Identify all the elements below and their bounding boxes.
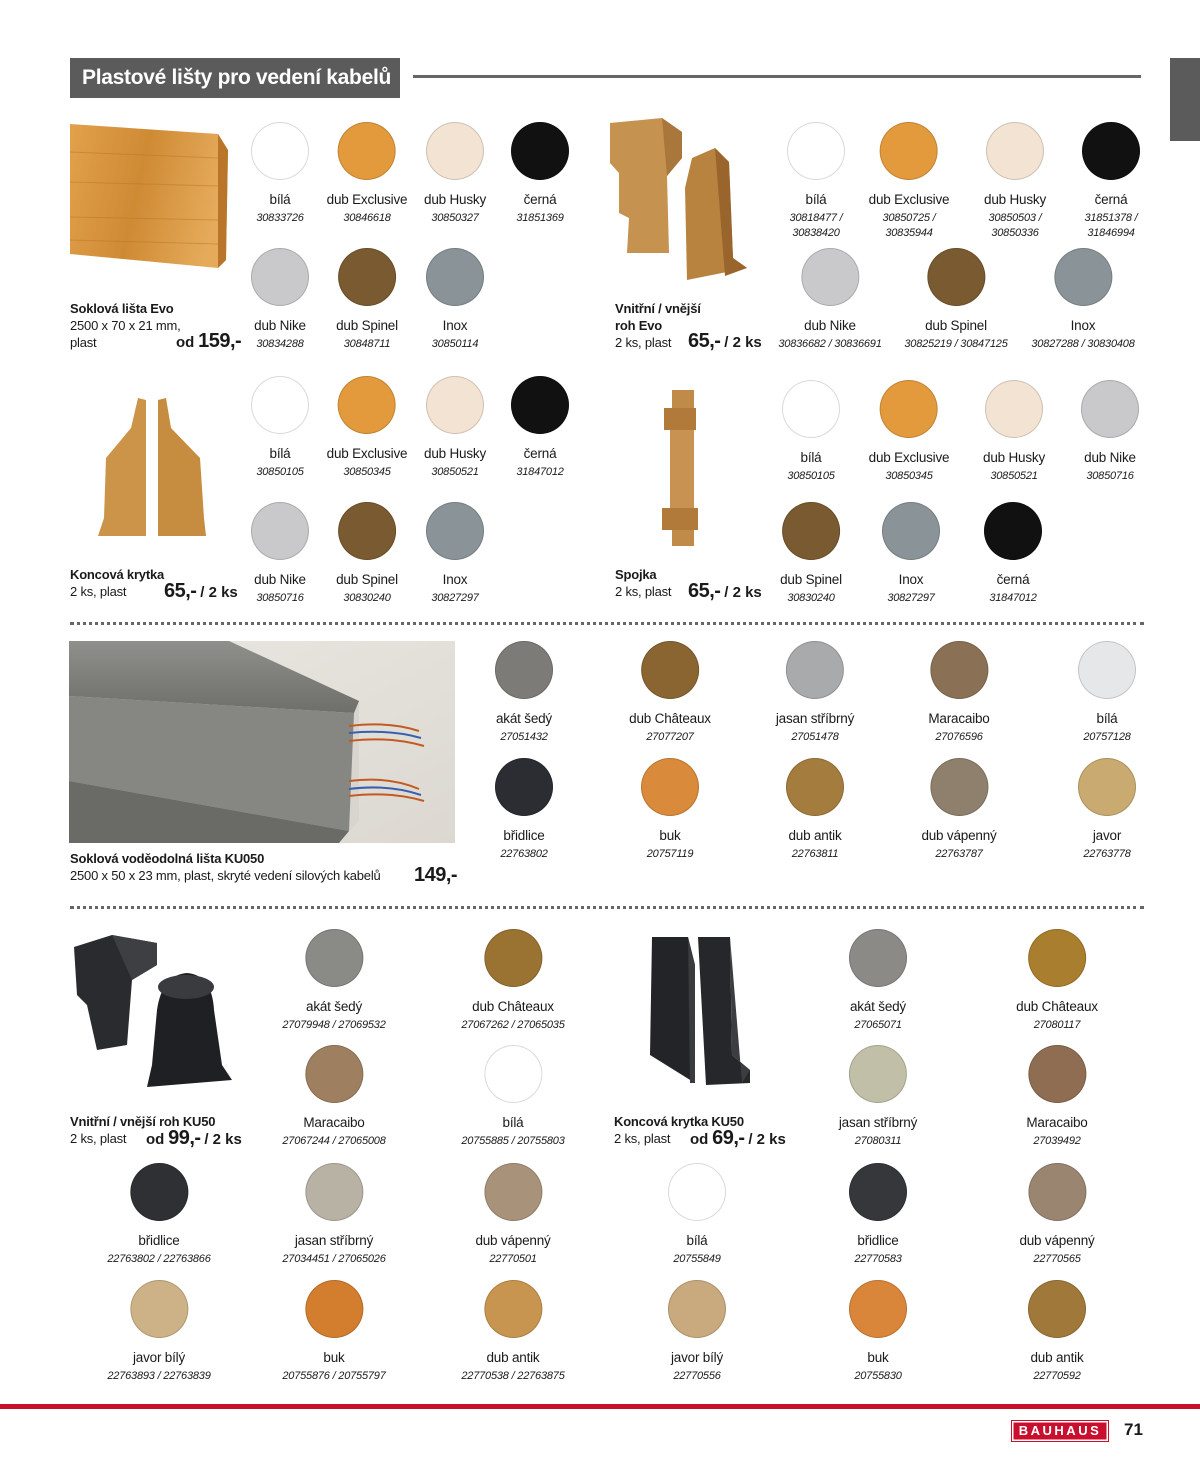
- swatch-name: akát šedý: [306, 999, 362, 1014]
- price-value: 159,-: [198, 330, 242, 352]
- color-swatch-roh-ku50: [461, 1280, 564, 1383]
- swatch-name: jasan stříbrný: [775, 711, 855, 726]
- price-suffix: / 2 ks: [200, 584, 238, 601]
- swatch-circle: [1028, 1163, 1086, 1221]
- product-title: Soklová voděodolná lišta KU050: [70, 851, 265, 866]
- swatch-code: 30850716: [256, 592, 304, 604]
- swatch-circle: [782, 380, 840, 438]
- color-swatch-spojka: [782, 380, 840, 483]
- color-swatch-roh-evo: [984, 122, 1046, 240]
- color-swatch-krytka-ku50: [849, 1163, 907, 1266]
- swatch-circle: [495, 758, 553, 816]
- color-swatch-evo: [251, 248, 309, 351]
- swatch-name: břidlice: [857, 1233, 899, 1248]
- swatch-code: 30850327: [431, 212, 479, 224]
- swatch-circle: [338, 122, 396, 180]
- swatch-circle: [1028, 1045, 1086, 1103]
- page-number: 71: [1124, 1420, 1143, 1439]
- swatch-circle: [668, 1280, 726, 1338]
- swatch-code: 30825219 / 30847125: [904, 338, 1008, 350]
- swatch-name: bílá: [805, 192, 827, 207]
- color-swatch-krytka: [336, 502, 398, 605]
- swatch-code: 22763811: [791, 848, 839, 860]
- swatch-code: 30830240: [343, 592, 391, 604]
- color-swatch-spojka: [983, 380, 1045, 483]
- swatch-code: 27079948 / 27069532: [282, 1019, 386, 1031]
- swatch-code: 20755830: [854, 1370, 902, 1382]
- swatch-code: 31851369: [516, 212, 564, 224]
- swatch-code: 30850114: [431, 338, 479, 350]
- swatch-circle: [511, 376, 569, 434]
- swatch-name: dub Spinel: [336, 572, 398, 587]
- swatch-circle: [927, 248, 985, 306]
- swatch-code: 27077207: [646, 731, 694, 743]
- color-swatch-roh-ku50: [282, 1280, 385, 1383]
- swatch-code: 22770501: [489, 1253, 537, 1265]
- footer-bar: [0, 1404, 1200, 1409]
- swatch-name: bílá: [269, 192, 291, 207]
- swatch-circle: [495, 641, 553, 699]
- swatch-circle: [880, 380, 938, 438]
- color-swatch-evo: [251, 122, 309, 225]
- swatch-circle: [251, 502, 309, 560]
- section-divider: [70, 906, 1144, 909]
- swatch-name: akát šedý: [850, 999, 906, 1014]
- swatch-code: 22770556: [673, 1370, 721, 1382]
- swatch-circle: [880, 122, 938, 180]
- swatch-circle: [985, 380, 1043, 438]
- product-title: Soklová lišta Evo: [70, 301, 174, 316]
- product-desc: 2500 x 50 x 23 mm, plast, skryté vedení silových kabelů: [70, 868, 381, 883]
- swatch-code: 27067262 / 27065035: [461, 1019, 565, 1031]
- swatch-code: 22770565: [1033, 1253, 1081, 1265]
- swatch-circle: [484, 1045, 542, 1103]
- swatch-code: 20755885 / 20755803: [461, 1135, 565, 1147]
- color-swatch-krytka-ku50: [1028, 1280, 1086, 1383]
- swatch-circle: [668, 1163, 726, 1221]
- swatch-name: jasan stříbrný: [838, 1115, 918, 1130]
- swatch-code: 22763787: [935, 848, 983, 860]
- swatch-name: javor: [1092, 828, 1122, 843]
- swatch-circle: [782, 502, 840, 560]
- swatch-name: černá: [523, 446, 557, 461]
- product-title: Spojka: [615, 567, 657, 582]
- swatch-name: dub antik: [486, 1350, 540, 1365]
- product-krytka-price: [164, 580, 238, 603]
- swatch-code: 27051432: [500, 731, 548, 743]
- swatch-code: 27051478: [791, 731, 839, 743]
- swatch-circle: [305, 1280, 363, 1338]
- swatch-code: 22763893 / 22763839: [107, 1370, 211, 1382]
- swatch-circle: [426, 376, 484, 434]
- color-swatch-evo: [511, 122, 569, 225]
- product-desc: 2 ks, plast: [70, 1131, 127, 1146]
- swatch-name: Inox: [442, 572, 468, 587]
- swatch-circle: [426, 122, 484, 180]
- swatch-name: Maracaibo: [928, 711, 990, 726]
- swatch-code: 30836682 / 30836691: [778, 338, 882, 350]
- swatch-name: dub Nike: [254, 318, 306, 333]
- swatch-name: dub Spinel: [336, 318, 398, 333]
- price-value: 99,-: [168, 1127, 201, 1149]
- swatch-name: dub Husky: [983, 450, 1045, 465]
- price-suffix: / 2 ks: [724, 584, 762, 601]
- color-swatch-roh-ku50: [107, 1280, 210, 1383]
- swatch-name: dub Exclusive: [868, 192, 950, 207]
- swatch-code: 31847012: [516, 466, 564, 478]
- product-image-spojka: [660, 388, 710, 548]
- product-image-roh-evo: [607, 118, 757, 280]
- swatch-circle: [641, 641, 699, 699]
- price-value: 65,-: [688, 580, 721, 602]
- swatch-circle: [305, 929, 363, 987]
- side-tab: [1170, 58, 1200, 141]
- color-swatch-krytka-ku50: [1016, 929, 1098, 1032]
- swatch-circle: [511, 122, 569, 180]
- swatch-code: 30846618: [343, 212, 391, 224]
- color-swatch-roh-evo: [787, 122, 845, 240]
- color-swatch-roh-ku50: [282, 1045, 385, 1148]
- price-prefix: od: [690, 1131, 709, 1148]
- swatch-code: 22770538 / 22763875: [461, 1370, 565, 1382]
- color-swatch-krytka: [511, 376, 569, 479]
- color-swatch-ku050: [1078, 758, 1136, 861]
- swatch-name: Inox: [442, 318, 468, 333]
- color-swatch-ku050: [1078, 641, 1136, 744]
- color-swatch-roh-ku50: [475, 1163, 550, 1266]
- price-value: 65,-: [688, 330, 721, 352]
- swatch-code: 30850521: [431, 466, 479, 478]
- swatch-name: bílá: [686, 1233, 708, 1248]
- swatch-circle: [484, 929, 542, 987]
- swatch-circle: [641, 758, 699, 816]
- swatch-code: 30830240: [787, 592, 835, 604]
- swatch-name: bílá: [800, 450, 822, 465]
- color-swatch-evo: [426, 248, 484, 351]
- swatch-circle: [305, 1045, 363, 1103]
- swatch-code: 30850345: [885, 470, 933, 482]
- price-prefix: od: [146, 1131, 165, 1148]
- swatch-name: bílá: [1096, 711, 1118, 726]
- swatch-circle: [801, 248, 859, 306]
- color-swatch-krytka: [424, 376, 486, 479]
- product-desc: 2 ks, plast: [615, 335, 672, 350]
- product-title: Vnitřní / vnější: [615, 301, 701, 316]
- product-desc: 2 ks, plast: [615, 584, 672, 599]
- color-swatch-roh-ku50: [461, 1045, 564, 1148]
- swatch-name: dub Spinel: [925, 318, 987, 333]
- swatch-circle: [930, 758, 988, 816]
- price-value: 149,-: [414, 864, 458, 886]
- product-title-2: roh Evo: [615, 318, 662, 333]
- swatch-code: 22763802: [500, 848, 548, 860]
- swatch-name: buk: [323, 1350, 345, 1365]
- swatch-name: dub Spinel: [780, 572, 842, 587]
- swatch-circle: [1028, 929, 1086, 987]
- swatch-circle: [930, 641, 988, 699]
- color-swatch-krytka-ku50: [668, 1280, 726, 1383]
- swatch-code: 30850503 /: [988, 212, 1042, 224]
- swatch-code: 20757119: [646, 848, 694, 860]
- swatch-code: 22763778: [1083, 848, 1131, 860]
- swatch-name: břidlice: [138, 1233, 180, 1248]
- swatch-circle: [1081, 380, 1139, 438]
- swatch-circle: [338, 502, 396, 560]
- product-ku050-info: [70, 850, 381, 884]
- product-krytka-info: [70, 566, 164, 600]
- color-swatch-ku050: [495, 641, 553, 744]
- swatch-circle: [849, 1045, 907, 1103]
- swatch-name: dub vápenný: [921, 828, 997, 843]
- color-swatch-ku050: [921, 758, 996, 861]
- swatch-code: 30834288: [256, 338, 304, 350]
- swatch-name: dub Châteaux: [472, 999, 554, 1014]
- color-swatch-evo: [424, 122, 486, 225]
- swatch-circle: [426, 502, 484, 560]
- swatch-circle: [986, 122, 1044, 180]
- price-suffix: / 2 ks: [204, 1131, 242, 1148]
- swatch-code: 27076596: [935, 731, 983, 743]
- swatch-code: 30827297: [887, 592, 935, 604]
- swatch-code-2: 30835944: [885, 227, 933, 239]
- color-swatch-roh-evo: [869, 122, 950, 240]
- price-prefix: od: [176, 334, 195, 351]
- product-image-roh-ku50: [72, 935, 234, 1087]
- color-swatch-krytka-ku50: [668, 1163, 726, 1266]
- swatch-circle: [1082, 122, 1140, 180]
- swatch-code: 31847012: [989, 592, 1037, 604]
- swatch-circle: [1078, 758, 1136, 816]
- swatch-circle: [338, 248, 396, 306]
- swatch-circle: [251, 122, 309, 180]
- swatch-name: Inox: [898, 572, 924, 587]
- swatch-name: bílá: [502, 1115, 524, 1130]
- swatch-name: dub Nike: [804, 318, 856, 333]
- swatch-name: dub Nike: [254, 572, 306, 587]
- color-swatch-krytka-ku50: [849, 929, 907, 1032]
- color-swatch-roh-ku50: [282, 929, 385, 1032]
- color-swatch-ku050: [629, 641, 711, 744]
- color-swatch-ku050: [495, 758, 553, 861]
- product-image-evo: [70, 122, 230, 272]
- swatch-name: dub vápenný: [475, 1233, 551, 1248]
- swatch-name: buk: [659, 828, 681, 843]
- product-image-krytka-ku50: [650, 935, 752, 1085]
- color-swatch-krytka-ku50: [1026, 1045, 1087, 1148]
- swatch-code: 22770583: [854, 1253, 902, 1265]
- swatch-circle: [849, 929, 907, 987]
- color-swatch-evo: [336, 248, 398, 351]
- swatch-name: dub Husky: [984, 192, 1046, 207]
- swatch-name: Maracaibo: [303, 1115, 365, 1130]
- swatch-name: buk: [867, 1350, 889, 1365]
- color-swatch-ku050: [776, 641, 854, 744]
- swatch-name: černá: [523, 192, 557, 207]
- swatch-code: 31851378 /: [1084, 212, 1138, 224]
- color-swatch-roh-ku50: [107, 1163, 210, 1266]
- bauhaus-logo: BAUHAUS: [1012, 1421, 1108, 1441]
- color-swatch-krytka-ku50: [839, 1045, 917, 1148]
- swatch-code: 27034451 / 27065026: [282, 1253, 386, 1265]
- color-swatch-evo: [327, 122, 408, 225]
- swatch-circle: [786, 641, 844, 699]
- color-swatch-roh-evo: [1031, 248, 1134, 351]
- color-swatch-spojka: [1081, 380, 1139, 483]
- swatch-name: bílá: [269, 446, 291, 461]
- swatch-name: Maracaibo: [1026, 1115, 1088, 1130]
- header-divider: [413, 75, 1141, 78]
- color-swatch-spojka: [984, 502, 1042, 605]
- swatch-code: 30850105: [256, 466, 304, 478]
- product-image-krytka: [96, 398, 208, 538]
- swatch-code: 30827288 / 30830408: [1031, 338, 1135, 350]
- price-suffix: / 2 ks: [724, 334, 762, 351]
- product-spojka-price: [688, 580, 762, 603]
- swatch-circle: [984, 502, 1042, 560]
- swatch-name: Inox: [1070, 318, 1096, 333]
- color-swatch-spojka: [869, 380, 950, 483]
- swatch-circle: [338, 376, 396, 434]
- product-title: Koncová krytka KU50: [614, 1114, 744, 1129]
- swatch-name: dub Nike: [1084, 450, 1136, 465]
- swatch-code: 30850345: [343, 466, 391, 478]
- swatch-name: dub Châteaux: [1016, 999, 1098, 1014]
- swatch-name: černá: [1094, 192, 1128, 207]
- product-desc: 2 ks, plast: [614, 1131, 671, 1146]
- swatch-name: dub Husky: [424, 192, 486, 207]
- product-image-ku050: [69, 641, 455, 843]
- color-swatch-krytka-ku50: [849, 1280, 907, 1383]
- swatch-code: 30850521: [990, 470, 1038, 482]
- swatch-circle: [251, 376, 309, 434]
- price-suffix: / 2 ks: [748, 1131, 786, 1148]
- color-swatch-roh-evo: [904, 248, 1007, 351]
- swatch-name: dub Exclusive: [326, 192, 408, 207]
- price-value: 69,-: [712, 1127, 745, 1149]
- color-swatch-krytka: [426, 502, 484, 605]
- page-title: Plastové lišty pro vedení kabelů: [70, 58, 400, 98]
- swatch-code: 30818477 /: [789, 212, 843, 224]
- swatch-name: dub antik: [788, 828, 842, 843]
- swatch-code: 22770592: [1033, 1370, 1081, 1382]
- swatch-code-2: 31846994: [1087, 227, 1135, 239]
- color-swatch-spojka: [780, 502, 842, 605]
- swatch-circle: [305, 1163, 363, 1221]
- swatch-circle: [849, 1280, 907, 1338]
- swatch-circle: [787, 122, 845, 180]
- swatch-circle: [1054, 248, 1112, 306]
- swatch-name: dub vápenný: [1019, 1233, 1095, 1248]
- product-evo-info: [70, 300, 181, 351]
- color-swatch-ku050: [641, 758, 699, 861]
- color-swatch-krytka: [251, 376, 309, 479]
- product-title: Vnitřní / vnější roh KU50: [70, 1114, 216, 1129]
- swatch-name: dub antik: [1030, 1350, 1084, 1365]
- swatch-code: 27039492: [1033, 1135, 1081, 1147]
- color-swatch-krytka: [251, 502, 309, 605]
- swatch-name: dub Exclusive: [326, 446, 408, 461]
- swatch-name: dub Châteaux: [629, 711, 711, 726]
- swatch-code-2: 30850336: [991, 227, 1039, 239]
- color-swatch-roh-ku50: [461, 929, 564, 1032]
- product-roh-ku50-price: [146, 1127, 242, 1150]
- color-swatch-ku050: [786, 758, 844, 861]
- swatch-code: 27065071: [854, 1019, 902, 1031]
- swatch-code: 27067244 / 27065008: [282, 1135, 386, 1147]
- swatch-circle: [484, 1280, 542, 1338]
- color-swatch-roh-evo: [778, 248, 881, 351]
- price-value: 65,-: [164, 580, 197, 602]
- swatch-circle: [130, 1280, 188, 1338]
- product-desc: 2 ks, plast: [70, 584, 127, 599]
- color-swatch-krytka-ku50: [1019, 1163, 1094, 1266]
- swatch-name: břidlice: [503, 828, 545, 843]
- swatch-name: javor bílý: [132, 1350, 186, 1365]
- swatch-code: 30827297: [431, 592, 479, 604]
- swatch-code: 20755876 / 20755797: [282, 1370, 386, 1382]
- product-ku050-price: [414, 864, 457, 887]
- swatch-code: 22763802 / 22763866: [107, 1253, 211, 1265]
- product-desc-2: plast: [70, 335, 97, 350]
- swatch-name: jasan stříbrný: [294, 1233, 374, 1248]
- swatch-name: akát šedý: [496, 711, 552, 726]
- swatch-circle: [1028, 1280, 1086, 1338]
- color-swatch-krytka: [327, 376, 408, 479]
- swatch-code: 30848711: [343, 338, 391, 350]
- swatch-code: 30833726: [256, 212, 304, 224]
- swatch-code: 20755849: [673, 1253, 721, 1265]
- product-desc: 2500 x 70 x 21 mm,: [70, 318, 181, 333]
- swatch-code: 30850716: [1086, 470, 1134, 482]
- color-swatch-roh-evo: [1082, 122, 1140, 240]
- swatch-circle: [251, 248, 309, 306]
- product-spojka-info: [615, 566, 671, 600]
- swatch-circle: [130, 1163, 188, 1221]
- color-swatch-roh-ku50: [282, 1163, 385, 1266]
- swatch-circle: [484, 1163, 542, 1221]
- swatch-name: černá: [996, 572, 1030, 587]
- swatch-code: 20757128: [1083, 731, 1131, 743]
- swatch-code-2: 30838420: [792, 227, 840, 239]
- product-evo-price: [176, 330, 241, 353]
- product-roh-evo-price: [688, 330, 762, 353]
- color-swatch-ku050: [928, 641, 989, 744]
- swatch-circle: [426, 248, 484, 306]
- swatch-name: dub Exclusive: [868, 450, 950, 465]
- swatch-code: 30850725 /: [882, 212, 936, 224]
- section-divider: [70, 622, 1144, 625]
- swatch-circle: [882, 502, 940, 560]
- swatch-code: 27080311: [854, 1135, 902, 1147]
- product-title: Koncová krytka: [70, 567, 165, 582]
- swatch-circle: [849, 1163, 907, 1221]
- swatch-name: javor bílý: [670, 1350, 724, 1365]
- swatch-circle: [786, 758, 844, 816]
- color-swatch-spojka: [882, 502, 940, 605]
- product-krytka-ku50-price: [690, 1127, 786, 1150]
- swatch-name: dub Husky: [424, 446, 486, 461]
- swatch-code: 27080117: [1033, 1019, 1081, 1031]
- swatch-circle: [1078, 641, 1136, 699]
- swatch-code: 30850105: [787, 470, 835, 482]
